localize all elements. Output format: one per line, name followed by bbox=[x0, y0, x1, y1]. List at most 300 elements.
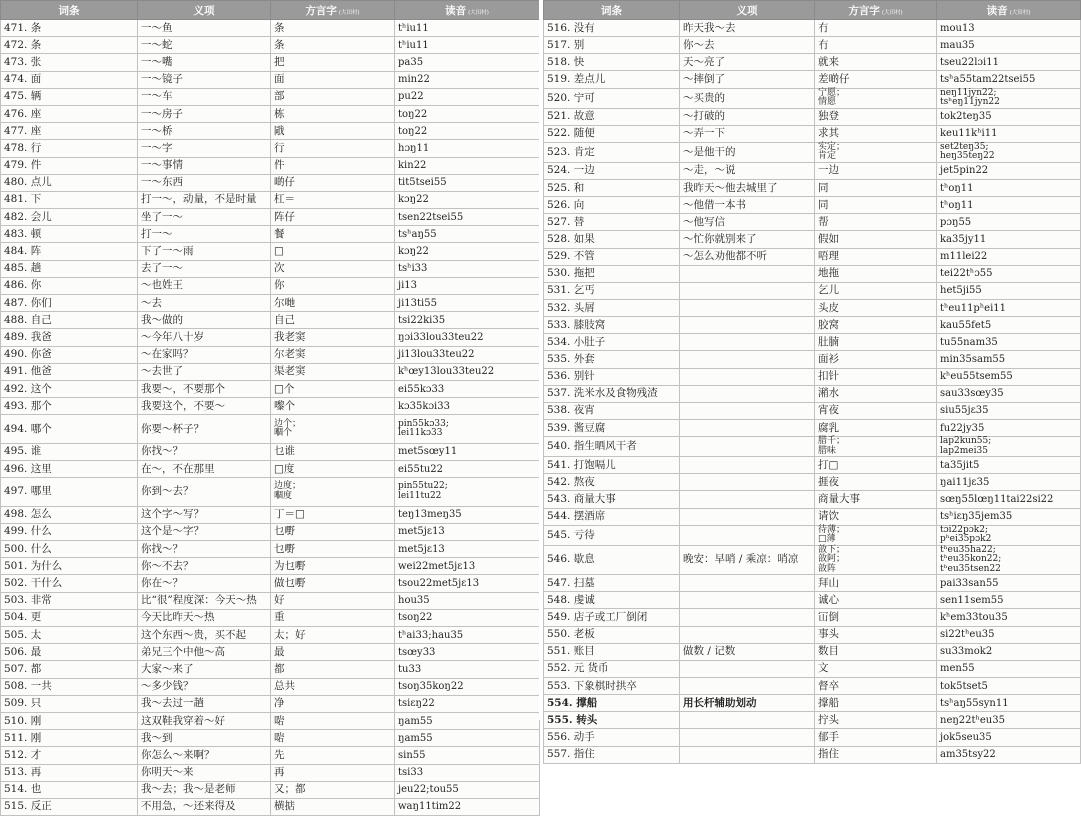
dialect-char-cell: 宵夜 bbox=[815, 402, 937, 419]
table-row bbox=[1, 71, 540, 88]
table-row bbox=[1, 609, 540, 626]
pronunciation-cell: tu55nam35 bbox=[937, 334, 1081, 351]
dialect-char-cell: 一边 bbox=[815, 162, 937, 179]
dialect-char-cell: 次 bbox=[271, 260, 395, 277]
entry-cell: 485. 趟 bbox=[1, 260, 138, 277]
dialect-char-cell: □ bbox=[271, 243, 395, 260]
pronunciation-cell: tsoŋ35koŋ22 bbox=[395, 678, 540, 695]
dialect-char-cell: 帮 bbox=[815, 214, 937, 231]
entry-cell: 532. 头屑 bbox=[544, 299, 680, 316]
entry-cell: 483. 顿 bbox=[1, 226, 138, 243]
meaning-cell: 你找～？ bbox=[138, 443, 271, 460]
pronunciation-cell: tsʰiɛŋ35jem35 bbox=[937, 508, 1081, 525]
right-table-body bbox=[544, 20, 1081, 764]
entry-cell: 519. 差点儿 bbox=[544, 71, 680, 88]
pronunciation-cell: ta35jit5 bbox=[937, 457, 1081, 474]
entry-cell: 549. 店子或工厂倒闭 bbox=[544, 609, 680, 626]
pronunciation-cell: hɔŋ11 bbox=[395, 140, 540, 157]
meaning-cell: 打一～ bbox=[138, 226, 271, 243]
pronunciation-cell: ji13lou33teu22 bbox=[395, 346, 540, 363]
dialect-char-cell: 重 bbox=[271, 609, 395, 626]
entry-cell: 506. 最 bbox=[1, 644, 138, 661]
table-row bbox=[1, 730, 540, 747]
pronunciation-cell: jet5pin22 bbox=[937, 162, 1081, 179]
table-row bbox=[544, 660, 1081, 677]
pronunciation-cell: tok5tset5 bbox=[937, 678, 1081, 695]
entry-cell: 525. 和 bbox=[544, 179, 680, 196]
meaning-cell: 坐了一～ bbox=[138, 209, 271, 226]
dialect-char-cell: 求其 bbox=[815, 125, 937, 142]
table-row bbox=[1, 54, 540, 71]
dialect-char-cell: 冇 bbox=[815, 37, 937, 54]
entry-cell: 473. 张 bbox=[1, 54, 138, 71]
cell-line: 边度； bbox=[274, 481, 302, 492]
table-row bbox=[544, 678, 1081, 695]
meaning-cell: 在～，不在那里 bbox=[138, 461, 271, 478]
cell-line: tʰeu35ha22; bbox=[940, 544, 996, 555]
cell-line: heŋ35teŋ22 bbox=[940, 151, 995, 162]
dialect-char-cell: 栋 bbox=[271, 105, 395, 122]
entry-cell: 498. 怎么 bbox=[1, 506, 138, 523]
pronunciation-cell: ŋai11jɛ35 bbox=[937, 474, 1081, 491]
entry-cell: 533. 膝肢窝 bbox=[544, 317, 680, 334]
dialect-char-cell: 就来 bbox=[815, 54, 937, 71]
dialect-char-cell: 阵仔 bbox=[271, 209, 395, 226]
entry-cell: 503. 非常 bbox=[1, 592, 138, 609]
meaning-cell: 天～亮了 bbox=[680, 54, 815, 71]
entry-cell: 518. 快 bbox=[544, 54, 680, 71]
meaning-cell: 你怎么～来啊？ bbox=[138, 747, 271, 764]
pronunciation-cell: hou35 bbox=[395, 592, 540, 609]
entry-cell: 544. 摆酒席 bbox=[544, 508, 680, 525]
meaning-cell: 这个字～写？ bbox=[138, 506, 271, 523]
meaning-cell: 我昨天～他去城里了 bbox=[680, 179, 815, 196]
entry-cell: 497. 哪里 bbox=[1, 478, 138, 507]
pronunciation-cell: met5jɛ13 bbox=[395, 541, 540, 558]
dialect-char-cell: 渠老窦 bbox=[271, 363, 395, 380]
table-row bbox=[1, 363, 540, 380]
pronunciation-cell: tsʰa55tam22tsei55 bbox=[937, 71, 1081, 88]
pronunciation-cell: kɔŋ22 bbox=[395, 191, 540, 208]
entry-cell: 524. 一边 bbox=[544, 162, 680, 179]
table-row bbox=[1, 661, 540, 678]
pronunciation-cell bbox=[395, 478, 540, 507]
entry-cell: 496. 这里 bbox=[1, 461, 138, 478]
entry-cell: 522. 随便 bbox=[544, 125, 680, 142]
entry-cell: 494. 哪个 bbox=[1, 415, 138, 444]
table-row bbox=[1, 123, 540, 140]
cell-line: tʰeu35kon22; bbox=[940, 554, 1002, 565]
pronunciation-cell: pu22 bbox=[395, 88, 540, 105]
meaning-cell: ～走，～说 bbox=[680, 162, 815, 179]
meaning-cell: 我～去过一趟 bbox=[138, 695, 271, 712]
cell-line: set2teŋ35; bbox=[940, 141, 989, 152]
header-meaning: 义项 bbox=[138, 1, 271, 20]
table-row bbox=[1, 781, 540, 798]
entry-cell: 482. 会儿 bbox=[1, 209, 138, 226]
table-row bbox=[1, 415, 540, 444]
entry-cell: 516. 没有 bbox=[544, 20, 680, 37]
entry-cell: 517. 别 bbox=[544, 37, 680, 54]
dialect-char-cell: 事头 bbox=[815, 626, 937, 643]
dialect-char-cell: □度 bbox=[271, 461, 395, 478]
meaning-cell: 今天比昨天～热 bbox=[138, 609, 271, 626]
pronunciation-cell: ŋam55 bbox=[395, 712, 540, 729]
dialect-char-cell: 你 bbox=[271, 277, 395, 294]
meaning-cell: ～打破的 bbox=[680, 108, 815, 125]
dialect-char-cell: 条 bbox=[271, 20, 395, 37]
pronunciation-cell: fu22jy35 bbox=[937, 419, 1081, 436]
table-row bbox=[544, 71, 1081, 88]
pronunciation-cell: pɔŋ55 bbox=[937, 214, 1081, 231]
table-row bbox=[544, 643, 1081, 660]
table-row bbox=[544, 265, 1081, 282]
pronunciation-cell: si22tʰeu35 bbox=[937, 626, 1081, 643]
dialect-char-cell: 条 bbox=[271, 37, 395, 54]
entry-cell: 539. 酱豆腐 bbox=[544, 419, 680, 436]
meaning-cell: 一～事情 bbox=[138, 157, 271, 174]
pronunciation-cell bbox=[937, 88, 1081, 108]
pronunciation-cell: tsʰaŋ55syn11 bbox=[937, 695, 1081, 712]
header-pronunciation: 读音 (大田村) bbox=[937, 1, 1081, 20]
meaning-cell bbox=[680, 368, 815, 385]
table-row bbox=[544, 299, 1081, 316]
table-row bbox=[544, 402, 1081, 419]
meaning-cell bbox=[680, 385, 815, 402]
meaning-cell bbox=[680, 626, 815, 643]
cell-line: 嗰个 bbox=[274, 428, 293, 439]
entry-cell: 553. 下象棋时拱卒 bbox=[544, 678, 680, 695]
pronunciation-cell: toŋ22 bbox=[395, 105, 540, 122]
table-row bbox=[544, 712, 1081, 729]
dialect-char-cell: 差啲仔 bbox=[815, 71, 937, 88]
entry-cell: 512. 才 bbox=[1, 747, 138, 764]
cell-line: 敨阿； bbox=[818, 554, 846, 565]
meaning-cell bbox=[680, 317, 815, 334]
cell-line: lap2kun55; bbox=[940, 436, 992, 447]
entry-cell: 504. 更 bbox=[1, 609, 138, 626]
meaning-cell bbox=[680, 351, 815, 368]
dialect-char-cell: 打□ bbox=[815, 457, 937, 474]
meaning-cell: ～去世了 bbox=[138, 363, 271, 380]
table-row bbox=[1, 592, 540, 609]
header-entry: 词条 bbox=[544, 1, 680, 20]
cell-line: pin55tu22; bbox=[398, 481, 448, 492]
pronunciation-cell: ŋɔi33lou33teu22 bbox=[395, 329, 540, 346]
meaning-cell: 你～不去？ bbox=[138, 558, 271, 575]
dialect-char-cell: 腐乳 bbox=[815, 419, 937, 436]
dialect-char-cell: 好 bbox=[271, 592, 395, 609]
entry-cell: 505. 太 bbox=[1, 627, 138, 644]
dialect-char-cell: 头皮 bbox=[815, 299, 937, 316]
pronunciation-cell: pai33san55 bbox=[937, 575, 1081, 592]
table-row bbox=[544, 334, 1081, 351]
table-row bbox=[1, 209, 540, 226]
table-row bbox=[1, 541, 540, 558]
cell-line: tsʰeŋ11jyn22 bbox=[940, 97, 1000, 108]
dialect-char-cell: 拜山 bbox=[815, 575, 937, 592]
entry-cell: 490. 你爸 bbox=[1, 346, 138, 363]
dialect-char-cell: 拧头 bbox=[815, 712, 937, 729]
cell-line: tɔi22pɔk2; bbox=[940, 524, 989, 535]
meaning-cell: 你在～？ bbox=[138, 575, 271, 592]
dialect-char-cell: 潲水 bbox=[815, 385, 937, 402]
dialect-char-cell: 胶窝 bbox=[815, 317, 937, 334]
dialect-char-cell: 同 bbox=[815, 197, 937, 214]
pronunciation-cell: min35sam55 bbox=[937, 351, 1081, 368]
meaning-cell: 你找～？ bbox=[138, 541, 271, 558]
meaning-cell bbox=[680, 334, 815, 351]
table-row bbox=[1, 523, 540, 540]
dialect-char-cell: 唔理 bbox=[815, 248, 937, 265]
pronunciation-cell: tsʰi33 bbox=[395, 260, 540, 277]
pronunciation-cell bbox=[937, 525, 1081, 545]
pronunciation-cell: met5sœy11 bbox=[395, 443, 540, 460]
table-row bbox=[544, 179, 1081, 196]
header-meaning: 义项 bbox=[680, 1, 815, 20]
table-row bbox=[544, 37, 1081, 54]
cell-line: □薄 bbox=[818, 534, 836, 545]
entry-cell: 550. 老板 bbox=[544, 626, 680, 643]
meaning-cell: 大家～来了 bbox=[138, 661, 271, 678]
dialect-char-cell: 总共 bbox=[271, 678, 395, 695]
entry-cell: 471. 条 bbox=[1, 20, 138, 37]
entry-cell: 520. 宁可 bbox=[544, 88, 680, 108]
meaning-cell: 晚安：早哨 / 乘凉：哨凉 bbox=[680, 545, 815, 575]
meaning-cell: ～在家吗？ bbox=[138, 346, 271, 363]
cell-line: 敨阵 bbox=[818, 563, 837, 574]
dialect-char-cell: 面 bbox=[271, 71, 395, 88]
dialect-char-cell: 做乜嘢 bbox=[271, 575, 395, 592]
meaning-cell: 我～去；我～是老师 bbox=[138, 781, 271, 798]
table-row bbox=[1, 346, 540, 363]
dialect-char-cell: 冚倒 bbox=[815, 609, 937, 626]
meaning-cell bbox=[680, 457, 815, 474]
dialect-char-cell: 商量大事 bbox=[815, 491, 937, 508]
dialect-char-cell: 假如 bbox=[815, 231, 937, 248]
meaning-cell: ～是他干的 bbox=[680, 142, 815, 162]
meaning-cell bbox=[680, 525, 815, 545]
pronunciation-cell: tʰoŋ11 bbox=[937, 179, 1081, 196]
header-pronunciation: 读音 (大田村) bbox=[395, 1, 540, 20]
meaning-cell: 你～去 bbox=[680, 37, 815, 54]
meaning-cell: 做数 / 记数 bbox=[680, 643, 815, 660]
right-page bbox=[543, 0, 1080, 761]
table-row bbox=[544, 545, 1081, 575]
dialect-char-cell: 同 bbox=[815, 179, 937, 196]
pronunciation-cell: tit5tsei55 bbox=[395, 174, 540, 191]
cell-line: pʰei35pɔk2 bbox=[940, 534, 992, 545]
meaning-cell: 一～车 bbox=[138, 88, 271, 105]
table-row bbox=[544, 368, 1081, 385]
entry-cell: 479. 件 bbox=[1, 157, 138, 174]
table-row bbox=[1, 295, 540, 312]
pronunciation-cell: tʰiu11 bbox=[395, 20, 540, 37]
table-row bbox=[544, 214, 1081, 231]
dialect-char-cell: 净 bbox=[271, 695, 395, 712]
entry-cell: 502. 干什么 bbox=[1, 575, 138, 592]
dialect-char-cell: 杠＝ bbox=[271, 191, 395, 208]
pronunciation-cell bbox=[937, 545, 1081, 575]
table-row bbox=[1, 398, 540, 415]
dialect-char-cell: 面衫 bbox=[815, 351, 937, 368]
dialect-char-cell bbox=[815, 545, 937, 575]
pronunciation-cell: tsoŋ22 bbox=[395, 609, 540, 626]
dialect-char-cell: 捱夜 bbox=[815, 474, 937, 491]
dialect-char-cell: 啱 bbox=[271, 730, 395, 747]
cell-line: 边个； bbox=[274, 418, 302, 429]
table-row bbox=[544, 142, 1081, 162]
meaning-cell bbox=[680, 729, 815, 746]
entry-cell: 523. 肯定 bbox=[544, 142, 680, 162]
entry-cell: 551. 账目 bbox=[544, 643, 680, 660]
table-row bbox=[544, 88, 1081, 108]
entry-cell: 554. 撑船 bbox=[544, 695, 680, 712]
entry-cell: 500. 什么 bbox=[1, 541, 138, 558]
pronunciation-cell: ŋam55 bbox=[395, 730, 540, 747]
pronunciation-cell bbox=[395, 415, 540, 444]
meaning-cell: ～怎么劝他都不听 bbox=[680, 248, 815, 265]
table-row bbox=[1, 312, 540, 329]
meaning-cell: 这个是～字？ bbox=[138, 523, 271, 540]
dialect-char-cell: 餐 bbox=[271, 226, 395, 243]
pronunciation-cell: tsou22met5jɛ13 bbox=[395, 575, 540, 592]
cell-line: 待薄； bbox=[818, 524, 846, 535]
dialect-char-cell: 文 bbox=[815, 660, 937, 677]
dialect-char-cell bbox=[815, 437, 937, 457]
pronunciation-cell: pa35 bbox=[395, 54, 540, 71]
table-row bbox=[544, 54, 1081, 71]
meaning-cell: ～买贵的 bbox=[680, 88, 815, 108]
meaning-cell: 一～鱼 bbox=[138, 20, 271, 37]
table-row bbox=[544, 162, 1081, 179]
pronunciation-cell: kʰœy13lou33teu22 bbox=[395, 363, 540, 380]
pronunciation-cell: ji13ti55 bbox=[395, 295, 540, 312]
dialect-char-cell bbox=[815, 142, 937, 162]
table-row bbox=[1, 747, 540, 764]
table-row bbox=[1, 380, 540, 397]
left-vocab-table bbox=[0, 0, 540, 816]
pronunciation-cell: tsi33 bbox=[395, 764, 540, 781]
table-row bbox=[544, 525, 1081, 545]
entry-cell: 474. 面 bbox=[1, 71, 138, 88]
meaning-cell: 一～东西 bbox=[138, 174, 271, 191]
table-row bbox=[1, 644, 540, 661]
dialect-char-cell bbox=[271, 478, 395, 507]
entry-cell: 528. 如果 bbox=[544, 231, 680, 248]
cell-line: neŋ11jyn22; bbox=[940, 87, 997, 98]
entry-cell: 541. 打饱嗝儿 bbox=[544, 457, 680, 474]
dialect-char-cell: 肚腩 bbox=[815, 334, 937, 351]
pronunciation-cell: siu55jɛ35 bbox=[937, 402, 1081, 419]
dialect-char-cell: 部 bbox=[271, 88, 395, 105]
cell-line: pin55kɔ33; bbox=[398, 418, 449, 429]
entry-cell: 478. 行 bbox=[1, 140, 138, 157]
meaning-cell: 一～镜子 bbox=[138, 71, 271, 88]
table-row bbox=[544, 419, 1081, 436]
meaning-cell: 我～到 bbox=[138, 730, 271, 747]
table-row bbox=[1, 157, 540, 174]
pronunciation-cell: neŋ22tʰeu35 bbox=[937, 712, 1081, 729]
cell-line: 情愿 bbox=[818, 97, 837, 108]
entry-cell: 507. 都 bbox=[1, 661, 138, 678]
entry-cell: 480. 点儿 bbox=[1, 174, 138, 191]
pronunciation-cell bbox=[937, 437, 1081, 457]
table-row bbox=[544, 474, 1081, 491]
entry-cell: 535. 外套 bbox=[544, 351, 680, 368]
pronunciation-cell: tʰiu11 bbox=[395, 37, 540, 54]
table-row bbox=[544, 248, 1081, 265]
pronunciation-cell: ka35jy11 bbox=[937, 231, 1081, 248]
dialect-char-cell: 先 bbox=[271, 747, 395, 764]
pronunciation-cell: tsʰaŋ55 bbox=[395, 226, 540, 243]
table-row bbox=[1, 506, 540, 523]
table-row bbox=[1, 20, 540, 37]
meaning-cell: ～忙你就别来了 bbox=[680, 231, 815, 248]
meaning-cell bbox=[680, 402, 815, 419]
table-row bbox=[1, 695, 540, 712]
right-vocab-table bbox=[543, 0, 1081, 764]
table-row bbox=[544, 351, 1081, 368]
meaning-cell: 弟兄三个中他～高 bbox=[138, 644, 271, 661]
pronunciation-cell: kɔ35kɔi33 bbox=[395, 398, 540, 415]
entry-cell: 527. 替 bbox=[544, 214, 680, 231]
pronunciation-cell: tsiɛŋ22 bbox=[395, 695, 540, 712]
table-row bbox=[1, 226, 540, 243]
table-row bbox=[1, 712, 540, 729]
table-row bbox=[544, 508, 1081, 525]
pronunciation-cell: am35tsy22 bbox=[937, 746, 1081, 763]
meaning-cell: 一～房子 bbox=[138, 105, 271, 122]
entry-cell: 548. 虔诚 bbox=[544, 592, 680, 609]
cell-line: 实定； bbox=[818, 141, 846, 152]
entry-cell: 545. 亏待 bbox=[544, 525, 680, 545]
meaning-cell bbox=[680, 299, 815, 316]
dialect-char-cell: 撑船 bbox=[815, 695, 937, 712]
meaning-cell: 这个东西～贵，买不起 bbox=[138, 627, 271, 644]
pronunciation-cell: wei22met5jɛ13 bbox=[395, 558, 540, 575]
dialect-char-cell: 独登 bbox=[815, 108, 937, 125]
meaning-cell: 你明天～来 bbox=[138, 764, 271, 781]
table-row bbox=[1, 443, 540, 460]
entry-cell: 526. 向 bbox=[544, 197, 680, 214]
table-row bbox=[1, 37, 540, 54]
cell-line: 敨下； bbox=[818, 544, 846, 555]
dialect-char-cell: 又；都 bbox=[271, 781, 395, 798]
entry-cell: 493. 那个 bbox=[1, 398, 138, 415]
entry-cell: 538. 夜宵 bbox=[544, 402, 680, 419]
entry-cell: 542. 熬夜 bbox=[544, 474, 680, 491]
meaning-cell: 一～字 bbox=[138, 140, 271, 157]
table-row bbox=[1, 260, 540, 277]
dialect-char-cell: 横掂 bbox=[271, 798, 395, 815]
dialect-char-cell bbox=[271, 415, 395, 444]
pronunciation-cell: tʰeu11pʰei11 bbox=[937, 299, 1081, 316]
entry-cell: 484. 阵 bbox=[1, 243, 138, 260]
table-row bbox=[544, 108, 1081, 125]
pronunciation-cell: kau55fet5 bbox=[937, 317, 1081, 334]
left-table-body bbox=[1, 20, 540, 816]
meaning-cell: 我～做的 bbox=[138, 312, 271, 329]
dialect-char-cell: 件 bbox=[271, 157, 395, 174]
meaning-cell bbox=[680, 609, 815, 626]
cell-line: 腊味 bbox=[818, 445, 837, 456]
pronunciation-cell: mau35 bbox=[937, 37, 1081, 54]
table-row bbox=[1, 105, 540, 122]
entry-cell: 472. 条 bbox=[1, 37, 138, 54]
meaning-cell bbox=[680, 575, 815, 592]
dialect-char-cell: 乞儿 bbox=[815, 282, 937, 299]
